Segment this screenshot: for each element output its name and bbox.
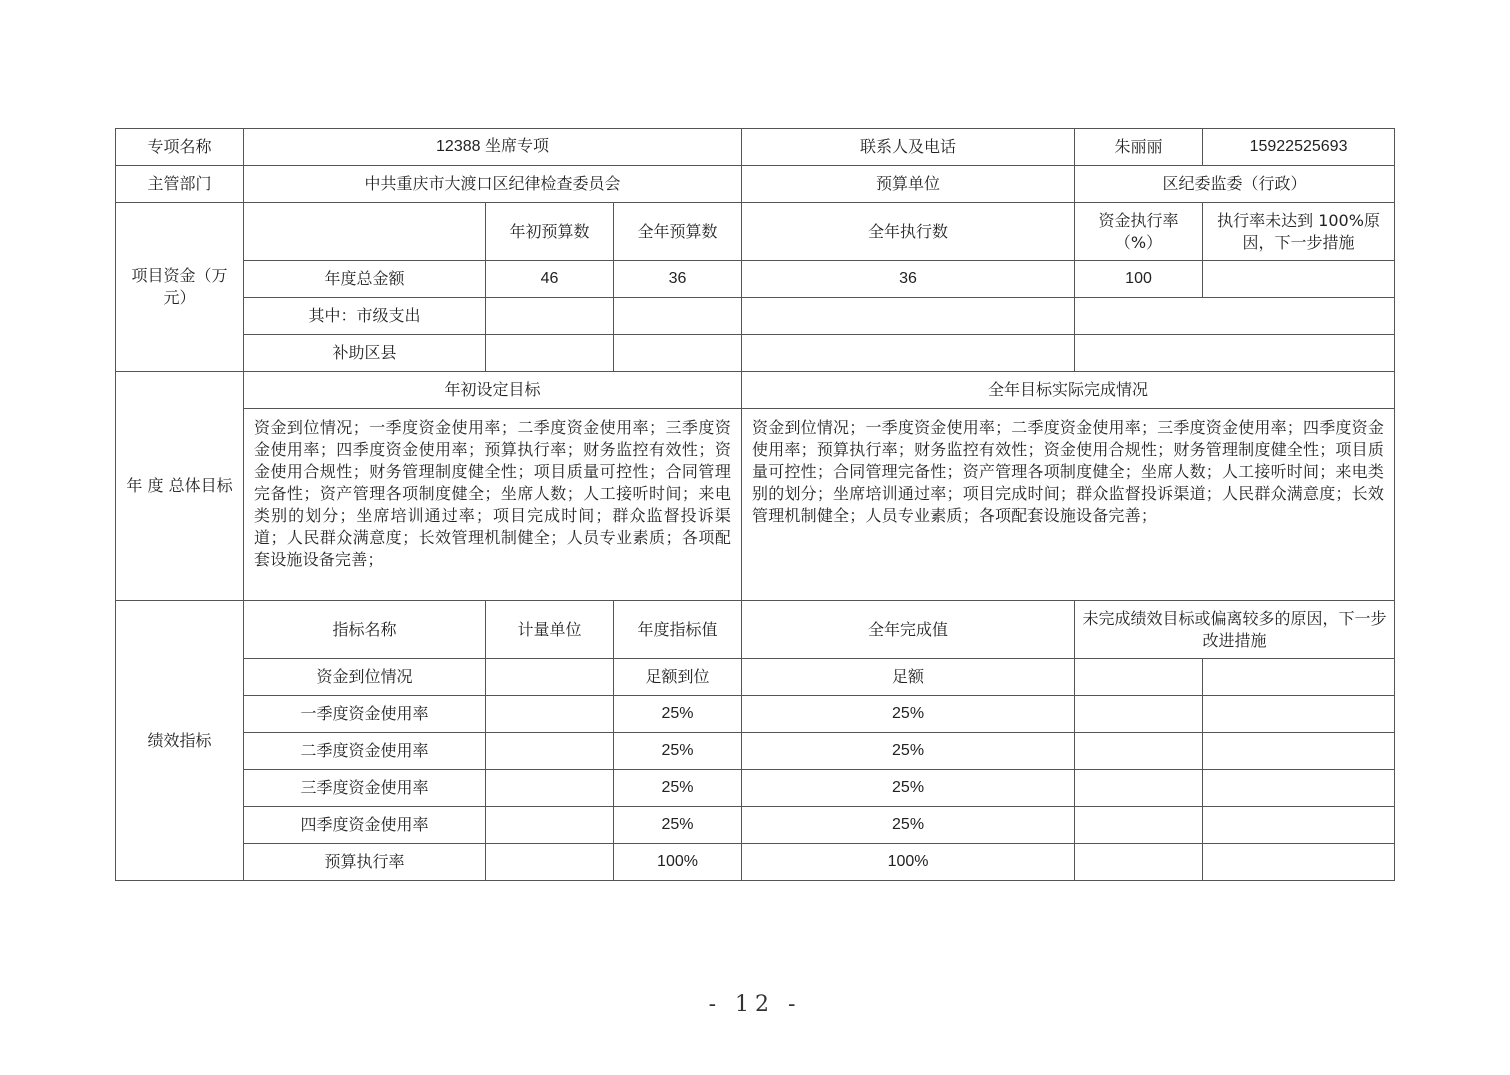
funds-rate-value <box>1075 335 1395 372</box>
kpi-target: 足额到位 <box>614 659 742 696</box>
performance-table <box>115 128 1395 881</box>
budget-unit-label: 预算单位 <box>742 166 1075 203</box>
contact-person: 朱丽丽 <box>1075 129 1203 166</box>
funds-rate-value <box>1075 298 1395 335</box>
kpi-unit <box>486 696 614 733</box>
kpi-col-target: 年度指标值 <box>614 601 742 659</box>
kpi-measure <box>1203 733 1395 770</box>
kpi-reason <box>1075 807 1203 844</box>
goals-actual-text: 资金到位情况；一季度资金使用率；二季度资金使用率；三季度资金使用率；四季度资金使用率；预算执行率；财务监控有效性；资金使用合规性；财务管理制度健全性；项目质量可控性；合同管理完备性；资产管理各项制度健全；坐席人数；人工接听时间；来电类别的划分；坐席培训通过率；项目完成时间；群众监督投诉渠道；人民群众满意度；长效管理机制健全；人员专业素质；各项配套设施设备完善； <box>742 409 1395 601</box>
kpi-col-name: 指标名称 <box>244 601 486 659</box>
col-initial-budget: 年初预算数 <box>486 203 614 261</box>
kpi-row <box>116 733 1395 770</box>
kpi-reason <box>1075 770 1203 807</box>
goals-initial-text: 资金到位情况；一季度资金使用率；二季度资金使用率；三季度资金使用率；四季度资金使用率；预算执行率；财务监控有效性；资金使用合规性；财务管理制度健全性；项目质量可控性；合同管理完备性；资产管理各项制度健全；坐席人数；人工接听时间；来电类别的划分；坐席培训通过率；项目完成时间；群众监督投诉渠道；人民群众满意度；长效管理机制健全；人员专业素质；各项配套设施设备完善； <box>244 409 742 601</box>
contact-label: 联系人及电话 <box>742 129 1075 166</box>
goals-header-row <box>116 372 1395 409</box>
kpi-actual: 足额 <box>742 659 1075 696</box>
project-name-row <box>116 129 1395 166</box>
kpi-actual: 25% <box>742 807 1075 844</box>
col-rate-reason: 执行率未达到 100%原因，下一步措施 <box>1203 203 1395 261</box>
funds-header-row <box>116 203 1395 261</box>
kpi-col-reason: 未完成绩效目标或偏离较多的原因，下一步改进措施 <box>1075 601 1395 659</box>
kpi-section-label: 绩效指标 <box>116 601 244 881</box>
kpi-actual: 25% <box>742 770 1075 807</box>
funds-row-label: 其中：市级支出 <box>244 298 486 335</box>
funds-reason-value <box>1203 261 1395 298</box>
kpi-reason <box>1075 844 1203 881</box>
kpi-row <box>116 807 1395 844</box>
funds-section-label: 项目资金（万元） <box>116 203 244 372</box>
kpi-row <box>116 659 1395 696</box>
kpi-name: 预算执行率 <box>244 844 486 881</box>
kpi-reason <box>1075 733 1203 770</box>
funds-initial-value: 46 <box>486 261 614 298</box>
kpi-unit <box>486 770 614 807</box>
funds-row-city <box>116 298 1395 335</box>
funds-full-value: 36 <box>614 261 742 298</box>
kpi-reason <box>1075 659 1203 696</box>
col-executed: 全年执行数 <box>742 203 1075 261</box>
kpi-actual: 25% <box>742 696 1075 733</box>
kpi-actual: 100% <box>742 844 1075 881</box>
funds-executed-value <box>742 335 1075 372</box>
kpi-unit <box>486 844 614 881</box>
kpi-target: 25% <box>614 807 742 844</box>
col-full-budget: 全年预算数 <box>614 203 742 261</box>
funds-initial-value <box>486 335 614 372</box>
kpi-name: 四季度资金使用率 <box>244 807 486 844</box>
budget-unit-value: 区纪委监委（行政） <box>1075 166 1395 203</box>
kpi-row <box>116 770 1395 807</box>
kpi-measure <box>1203 696 1395 733</box>
page-number: - 12 - <box>708 992 802 1017</box>
kpi-measure <box>1203 844 1395 881</box>
funds-row-district <box>116 335 1395 372</box>
col-exec-rate: 资金执行率（%） <box>1075 203 1203 261</box>
kpi-measure <box>1203 770 1395 807</box>
kpi-measure <box>1203 807 1395 844</box>
kpi-col-unit: 计量单位 <box>486 601 614 659</box>
kpi-target: 25% <box>614 696 742 733</box>
project-name-value: 12388 坐席专项 <box>244 129 742 166</box>
funds-row-label: 年度总金额 <box>244 261 486 298</box>
kpi-target: 25% <box>614 733 742 770</box>
goals-initial-header: 年初设定目标 <box>244 372 742 409</box>
goals-actual-header: 全年目标实际完成情况 <box>742 372 1395 409</box>
kpi-name: 一季度资金使用率 <box>244 696 486 733</box>
kpi-header-row <box>116 601 1395 659</box>
funds-header-blank <box>244 203 486 261</box>
funds-full-value <box>614 335 742 372</box>
kpi-name: 三季度资金使用率 <box>244 770 486 807</box>
kpi-actual: 25% <box>742 733 1075 770</box>
kpi-target: 100% <box>614 844 742 881</box>
project-name-label: 专项名称 <box>116 129 244 166</box>
kpi-reason <box>1075 696 1203 733</box>
kpi-measure <box>1203 659 1395 696</box>
funds-full-value <box>614 298 742 335</box>
kpi-unit <box>486 733 614 770</box>
kpi-name: 二季度资金使用率 <box>244 733 486 770</box>
kpi-col-actual: 全年完成值 <box>742 601 1075 659</box>
dept-label: 主管部门 <box>116 166 244 203</box>
contact-phone: 15922525693 <box>1203 129 1395 166</box>
funds-row-label: 补助区县 <box>244 335 486 372</box>
funds-executed-value: 36 <box>742 261 1075 298</box>
kpi-unit <box>486 807 614 844</box>
kpi-unit <box>486 659 614 696</box>
funds-row-total <box>116 261 1395 298</box>
goals-text-row <box>116 409 1395 601</box>
goals-section-label: 年 度 总体目标 <box>116 372 244 601</box>
funds-rate-value: 100 <box>1075 261 1203 298</box>
funds-executed-value <box>742 298 1075 335</box>
kpi-target: 25% <box>614 770 742 807</box>
dept-value: 中共重庆市大渡口区纪律检查委员会 <box>244 166 742 203</box>
kpi-row <box>116 844 1395 881</box>
kpi-row <box>116 696 1395 733</box>
kpi-name: 资金到位情况 <box>244 659 486 696</box>
funds-initial-value <box>486 298 614 335</box>
department-row <box>116 166 1395 203</box>
